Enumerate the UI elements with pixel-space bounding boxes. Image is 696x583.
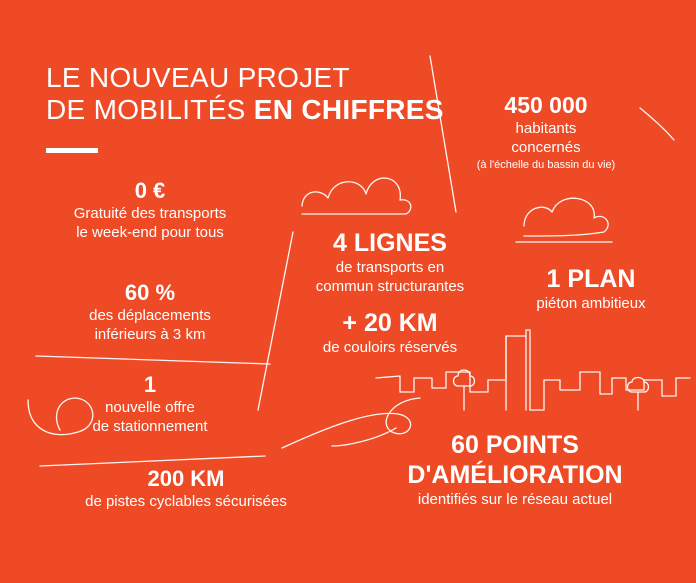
stat-gratuite (20, 178, 280, 242)
stat-text: nouvelle offre (105, 399, 195, 416)
stat-text: de couloirs réservés (322, 339, 458, 356)
stat-deplacements (20, 280, 280, 344)
divider-line (36, 356, 270, 364)
tree-icon (454, 370, 475, 410)
stat-text: commun structurantes (315, 278, 465, 295)
title-underline (46, 148, 98, 153)
stat-value-line-2: D'AMÉLIORATION (407, 461, 623, 489)
stat-text: habitants (515, 120, 577, 137)
stat-note: (à l'échelle du bassin du vie) (476, 159, 616, 171)
stat-pistes (26, 466, 346, 511)
cloud-icon (524, 198, 608, 236)
stat-text: Gratuité des transports (73, 205, 227, 222)
stat-text: de stationnement (92, 418, 208, 435)
stat-text: des déplacements (89, 307, 211, 324)
stat-value: 60 % (124, 280, 176, 305)
tree-icon (628, 378, 649, 411)
stat-value: 1 (143, 372, 157, 397)
title-line-2 (46, 94, 444, 126)
title-line-2-light: DE MOBILITÉS (46, 94, 246, 125)
stat-plan (496, 264, 686, 313)
stat-points (360, 430, 670, 509)
stat-stationnement (20, 372, 280, 436)
stat-text: piéton ambitieux (536, 295, 646, 312)
stat-lignes (268, 228, 512, 296)
stat-value: 60 POINTS (451, 431, 579, 459)
title-line-2-bold: EN CHIFFRES (253, 94, 444, 125)
stat-value: 450 000 (504, 92, 588, 118)
stat-text: concernés (511, 139, 581, 156)
title-line-1: LE NOUVEAU PROJET (46, 62, 350, 93)
page-title (46, 62, 444, 126)
stat-value: 4 LIGNES (333, 229, 447, 257)
stat-value: + 20 KM (342, 309, 438, 337)
stat-couloirs (268, 308, 512, 357)
stat-text: de pistes cyclables sécurisées (85, 493, 287, 510)
stat-text: de transports en (335, 259, 445, 276)
stat-habitants (446, 92, 646, 171)
stat-text: le week-end pour tous (76, 224, 224, 241)
cloud-icon (302, 178, 411, 214)
stat-value: 1 PLAN (546, 265, 636, 293)
stat-value: 200 KM (147, 466, 225, 491)
stat-text: inférieurs à 3 km (94, 326, 206, 343)
stat-value: 0 € (134, 178, 166, 203)
stat-text: identifiés sur le réseau actuel (417, 491, 613, 508)
divider-line (40, 456, 265, 466)
